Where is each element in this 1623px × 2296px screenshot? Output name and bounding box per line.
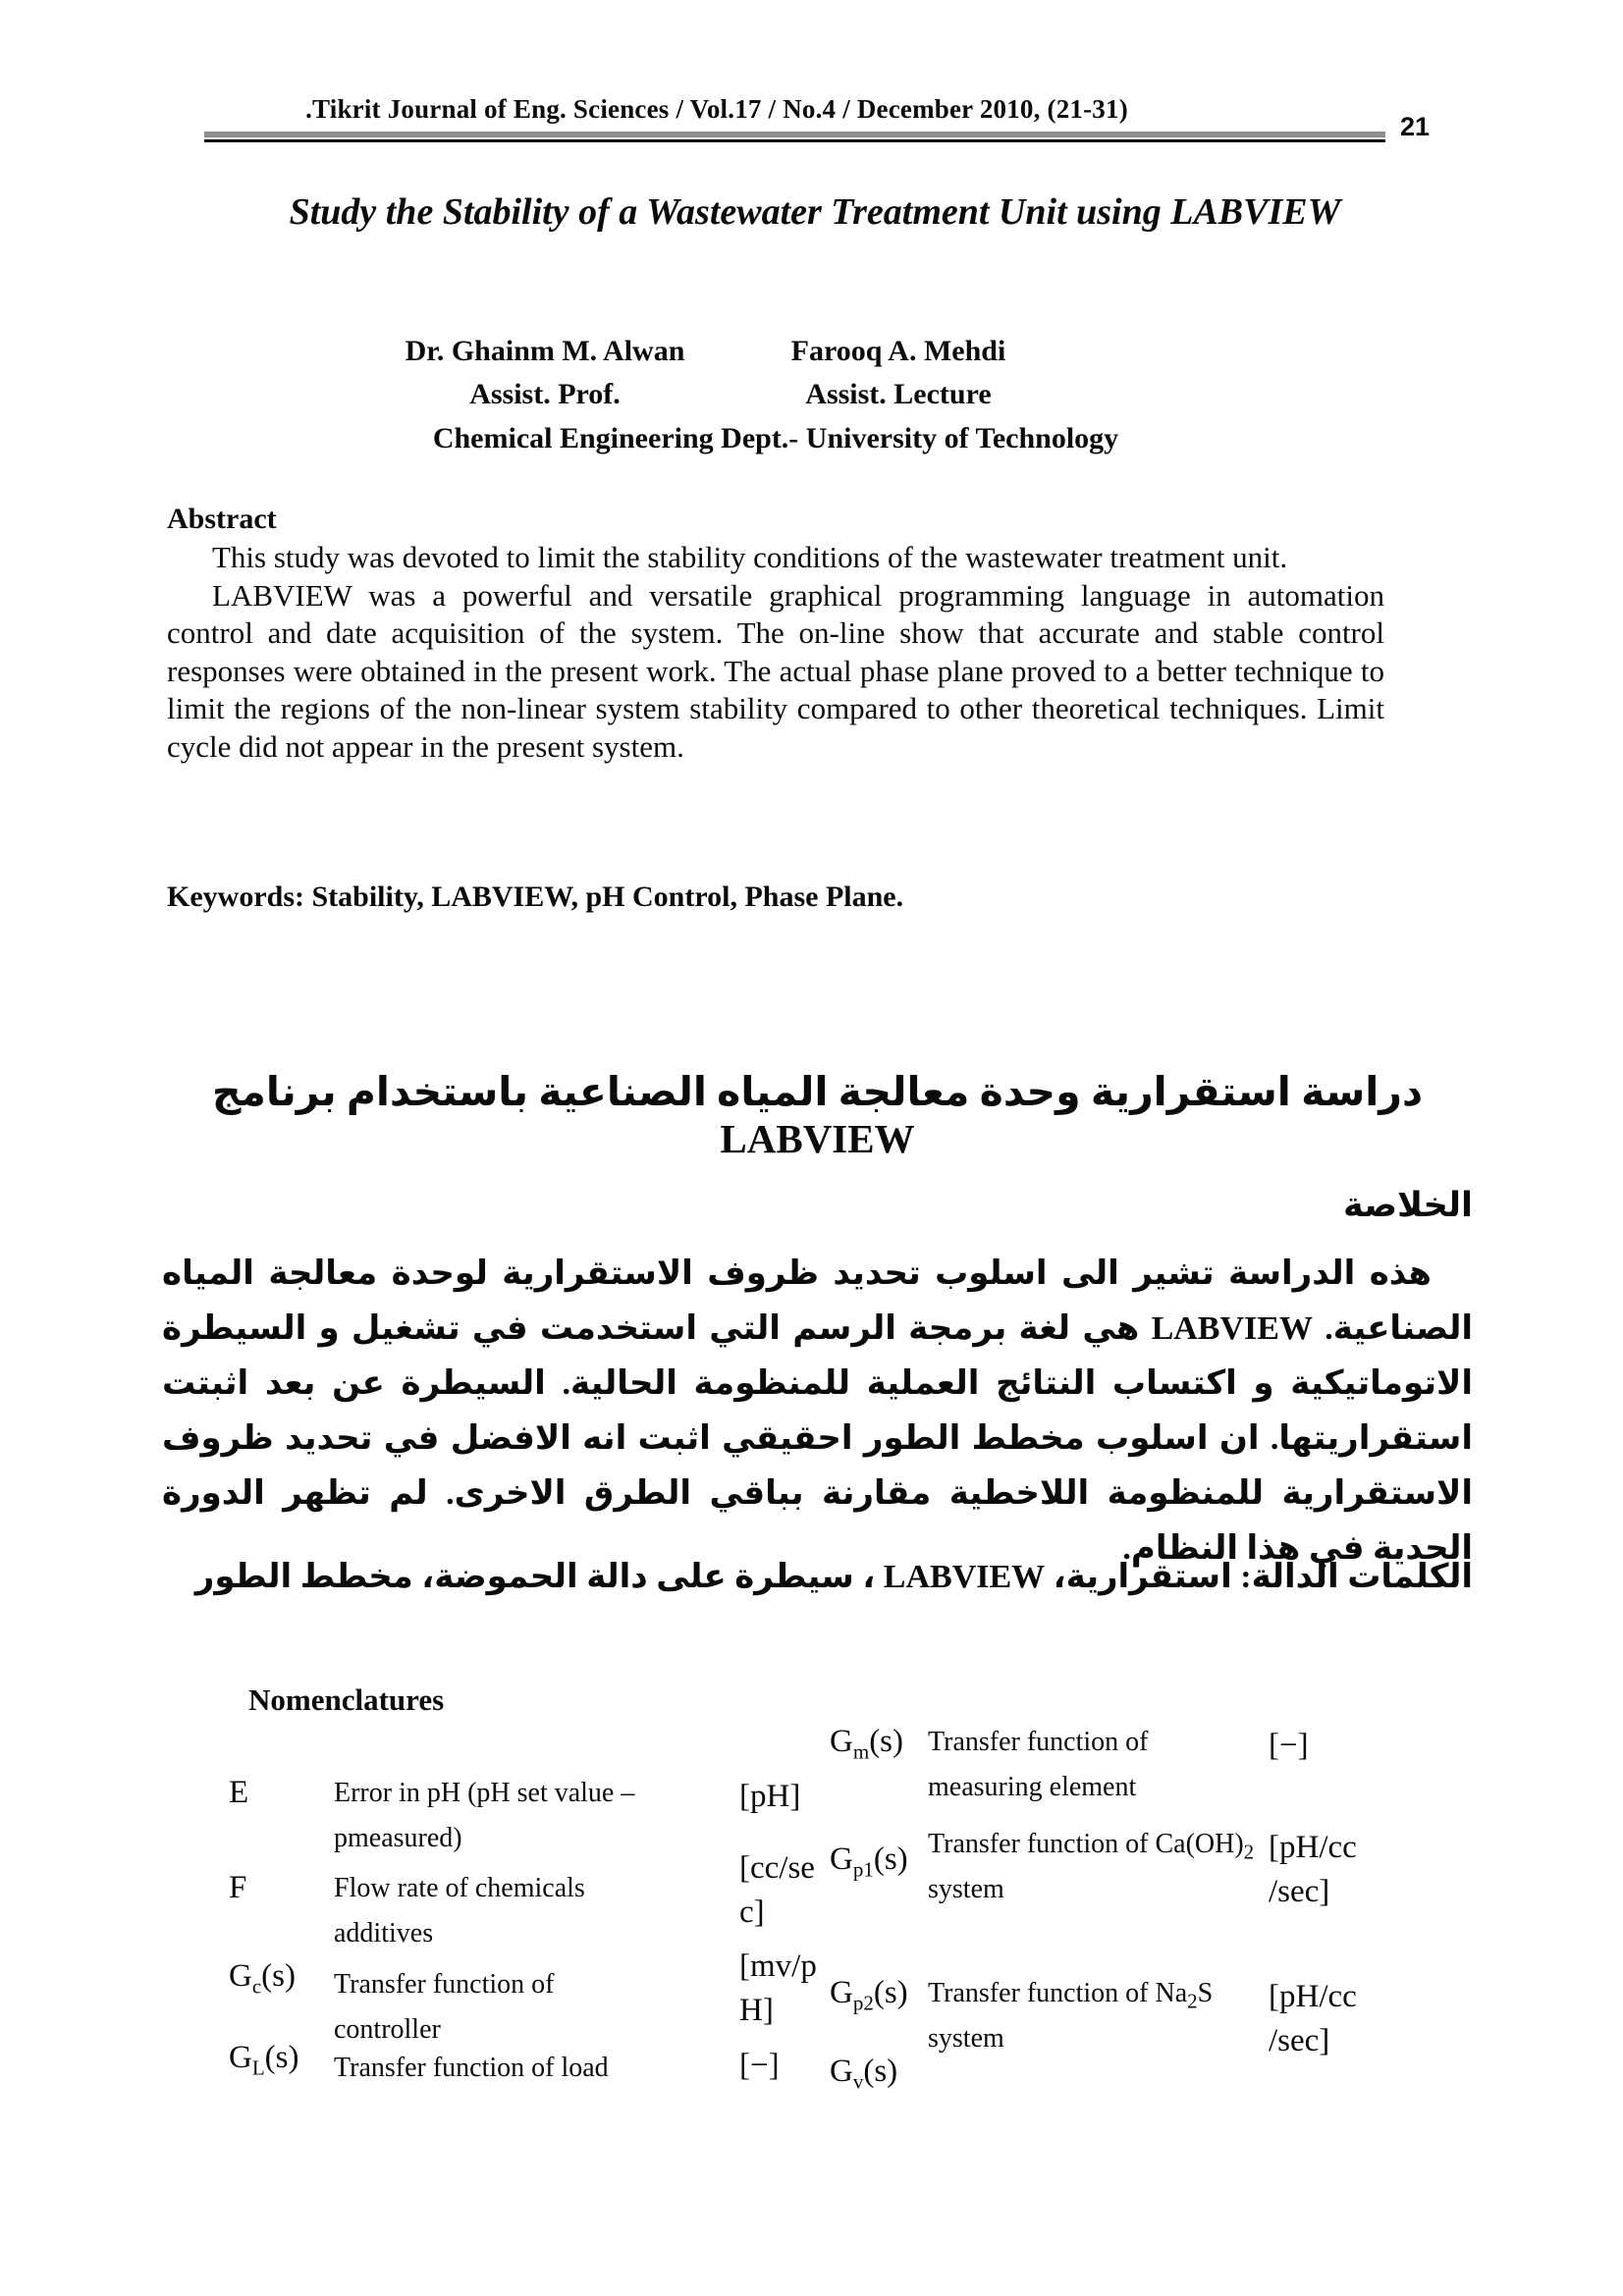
nomenclature-row-Gc xyxy=(229,1949,896,2049)
author-1-name: Dr. Ghainm M. Alwan xyxy=(405,335,685,367)
symbol-cell: $G_v(s)$ xyxy=(830,2054,898,2094)
arabic-abstract-paragraph: هذه الدراسة تشير الى اسلوب تحديد ظروف الاستقرارية لوحدة معالجة المياه الصناعية. LABVIEW هي لغة برمجة الرسم التي استخدمت في تشغيل و السيطرة الاتوماتيكية و اكتساب النتائج العملية للمنظومة الحالية. السيطرة عن بعد اثبتت استقراريتها. ان اسلوب مخطط الطور احقيقي اثبت انه الافضل في تحديد ظروف الاستقرارية للمنظومة اللاخطية مقارنة بباقي الطرق الاخرى. لم تظهر الدورة الحدية في هذا النظام. xyxy=(162,1255,1474,1567)
paper-title: Study the Stability of a Wastewater Treatment Unit using LABVIEW xyxy=(289,191,1341,233)
abstract-body xyxy=(167,539,1384,767)
author-1 xyxy=(368,330,722,416)
author-2 xyxy=(722,330,1075,416)
keywords-text: : Stability, LABVIEW, pH Control, Phase Plane. xyxy=(295,881,904,913)
units-cell: [pH] xyxy=(739,1779,801,1814)
symbol-cell: $G_m(s)$ xyxy=(830,1724,904,1764)
nomenclature-row-Gv xyxy=(830,2054,1478,2095)
symbol-cell: $G_L(s)$ xyxy=(229,2040,299,2080)
description-cell: Transfer function of $Ca(OH)_2$ system xyxy=(928,1829,1255,1904)
nomenclature-heading: Nomenclatures xyxy=(248,1682,445,1717)
nomenclature-row-Gm xyxy=(830,1724,1478,1806)
units-cell: [cc/se c] xyxy=(739,1850,815,1930)
nomenclature-row-Gp2 xyxy=(830,1975,1478,2063)
author-2-name: Farooq A. Mehdi xyxy=(790,335,1006,367)
nomenclature-row-E xyxy=(229,1775,896,1857)
description-cell: Transfer function of measuring element xyxy=(928,1727,1149,1802)
description-cell: Transfer function of controller xyxy=(334,1969,555,2045)
nomenclature-row-Gp1 xyxy=(830,1826,1478,1914)
units-cell: [−] xyxy=(739,2048,780,2083)
arabic-abstract-heading: الخلاصة xyxy=(1343,1186,1473,1224)
description-cell xyxy=(928,2054,1269,2095)
description-cell: Transfer function of $Na_2S$ system xyxy=(928,1978,1214,2054)
nomenclature-row-GL xyxy=(229,2040,896,2095)
symbol-cell: $G_{p2}(s)$ xyxy=(830,1975,908,2015)
description-cell: Error in pH (pH set value – pmeasured) xyxy=(334,1778,635,1853)
description-cell: Transfer function of load xyxy=(334,2053,609,2083)
keywords-label: Keywords xyxy=(167,881,295,913)
journal-header-line: .Tikrit Journal of Eng. Sciences / Vol.17 / No.4 / December 2010, (21-31) xyxy=(305,94,1128,124)
authors-affiliation: Chemical Engineering Dept.- University of Technology xyxy=(432,422,1119,454)
units-cell: [−] xyxy=(1269,1728,1309,1763)
header-rule xyxy=(204,132,1385,142)
author-2-role: Assist. Lecture xyxy=(805,378,992,410)
abstract-paragraph-1: This study was devoted to limit the stability conditions of the wastewater treatment unit. xyxy=(212,540,1288,574)
page-number: 21 xyxy=(1400,112,1431,141)
authors-block xyxy=(368,330,1075,416)
keywords-line xyxy=(167,881,1384,914)
symbol-cell: E xyxy=(229,1775,249,1810)
header-rule-black xyxy=(204,139,1385,142)
units-cell: [pH/cc /sec] xyxy=(1269,1979,1357,2058)
abstract-paragraph-2: LABVIEW was a powerful and versatile graphical programming language in automation control and date acquisition of the system. The on-line show that accurate and stable control responses were obtained in the present work. The actual phase plane proved to a better technique to limit the regions of the non-linear system stability compared to other theoretical techniques. Limit cycle did not appear in the present system. xyxy=(167,577,1384,764)
symbol-cell: $G_{p1}(s)$ xyxy=(830,1842,908,1882)
author-1-role: Assist. Prof. xyxy=(469,378,621,410)
arabic-keywords-line: الكلمات الدالة: استقرارية، LABVIEW ، سيطرة على دالة الحموضة، مخطط الطور xyxy=(194,1559,1473,1595)
units-cell: [pH/cc /sec] xyxy=(1269,1830,1357,1909)
units-cell: [mv/p H] xyxy=(739,1949,817,2028)
symbol-cell: $G_c(s)$ xyxy=(229,1958,296,1999)
description-cell: Flow rate of chemicals additives xyxy=(334,1873,585,1949)
units-cell xyxy=(1269,2054,1478,2095)
abstract-heading: Abstract xyxy=(167,503,277,535)
symbol-cell: F xyxy=(229,1870,247,1905)
arabic-title: دراسة استقرارية وحدة معالجة المياه الصناعية باستخدام برنامج LABVIEW xyxy=(212,1069,1423,1161)
